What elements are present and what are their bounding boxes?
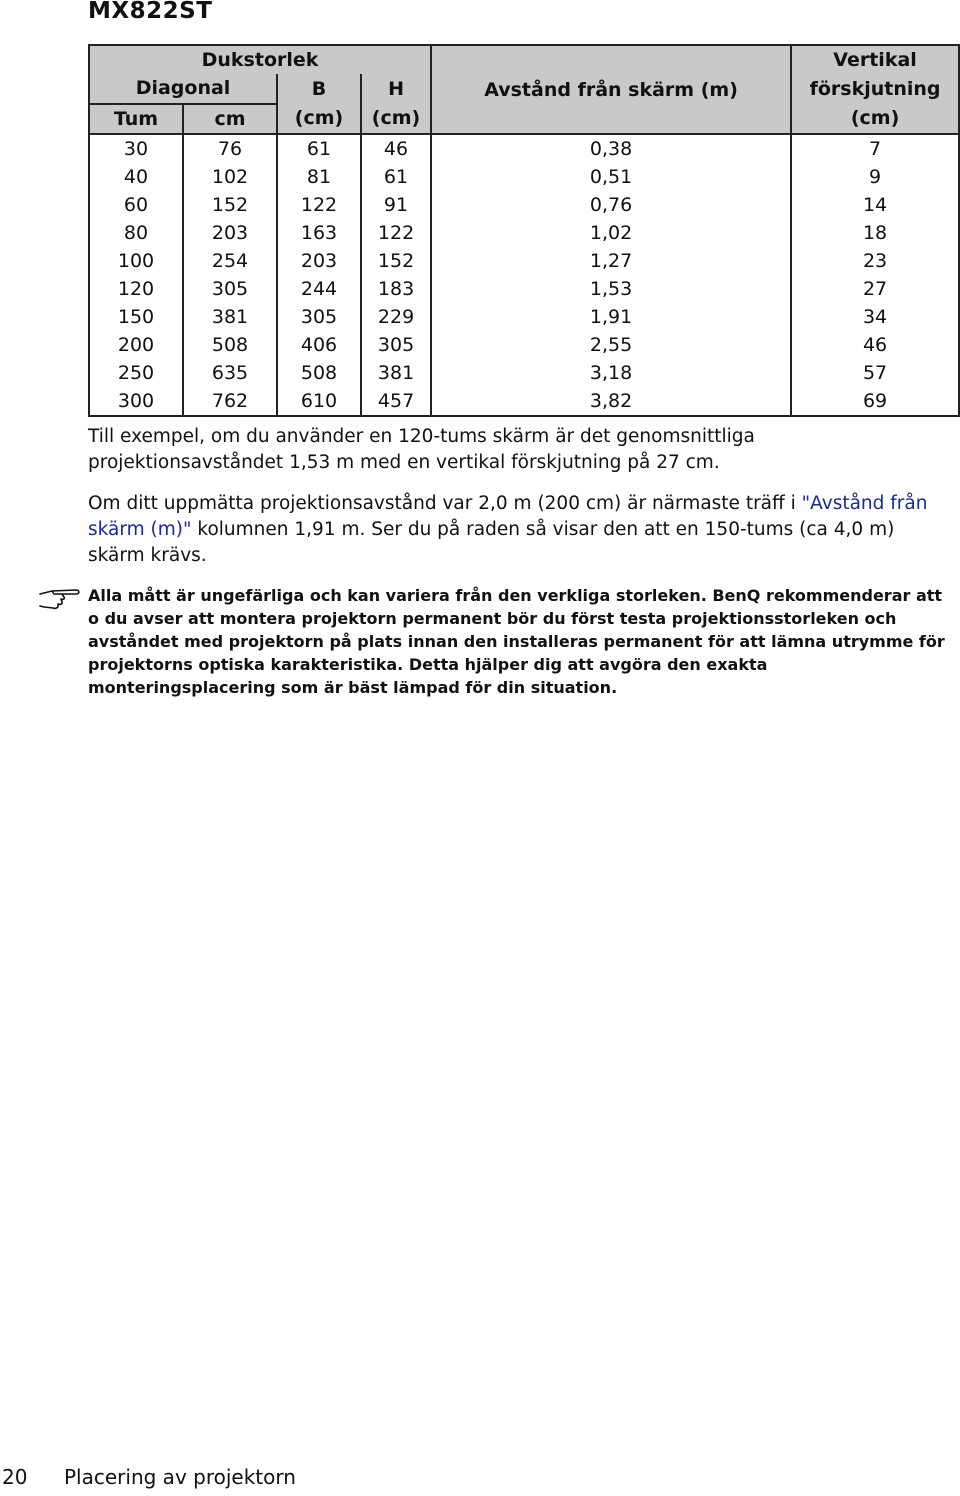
table-row	[89, 247, 959, 275]
cell-tum: 60	[89, 191, 183, 219]
cell-cm: 762	[183, 387, 277, 416]
cell-h: 152	[361, 247, 431, 275]
cell-cm: 203	[183, 219, 277, 247]
section-title: Placering av projektorn	[64, 1465, 296, 1489]
model-title: MX822ST	[88, 0, 213, 24]
cell-h: 183	[361, 275, 431, 303]
cell-h: 381	[361, 359, 431, 387]
cell-dist: 3,82	[431, 387, 791, 416]
cell-h: 61	[361, 163, 431, 191]
cell-b: 81	[277, 163, 361, 191]
page-number: 20	[2, 1465, 28, 1489]
cell-b: 508	[277, 359, 361, 387]
cell-h: 46	[361, 134, 431, 163]
cell-b: 244	[277, 275, 361, 303]
header-b-unit: (cm)	[277, 104, 361, 134]
cell-b: 203	[277, 247, 361, 275]
cell-cm: 76	[183, 134, 277, 163]
measurement-text-start: Om ditt uppmätta projektionsavstånd var 2,0 m (200 cm) är närmaste träff i	[88, 493, 802, 514]
example-line-2: projektionsavståndet 1,53 m med en vertikal förskjutning på 27 cm.	[88, 452, 720, 473]
cell-dist: 2,55	[431, 331, 791, 359]
cell-dist: 1,53	[431, 275, 791, 303]
header-h-unit: (cm)	[361, 104, 431, 134]
example-paragraph	[88, 424, 956, 476]
table-row	[89, 275, 959, 303]
header-diagonal: Diagonal	[89, 74, 277, 103]
cell-vert: 9	[791, 163, 959, 191]
cell-tum: 300	[89, 387, 183, 416]
cell-b: 61	[277, 134, 361, 163]
cell-h: 305	[361, 331, 431, 359]
header-cm: cm	[183, 104, 277, 134]
cell-vert: 23	[791, 247, 959, 275]
cell-cm: 152	[183, 191, 277, 219]
table-row	[89, 359, 959, 387]
pointing-hand-icon	[38, 585, 82, 611]
distance-column-link[interactable]: "Avstånd från skärm (m)"	[88, 493, 928, 540]
cell-vert: 69	[791, 387, 959, 416]
example-line-1: Till exempel, om du använder en 120-tums skärm är det genomsnittliga	[88, 426, 755, 447]
cell-cm: 254	[183, 247, 277, 275]
measurement-text-end: kolumnen 1,91 m. Ser du på raden så visar den att en 150-tums (ca 4,0 m) skärm krävs.	[88, 519, 895, 566]
cell-tum: 150	[89, 303, 183, 331]
table-row	[89, 387, 959, 416]
table-row	[89, 331, 959, 359]
header-dukstorlek: Dukstorlek	[89, 45, 431, 74]
cell-b: 163	[277, 219, 361, 247]
cell-vert: 27	[791, 275, 959, 303]
cell-tum: 80	[89, 219, 183, 247]
cell-dist: 1,02	[431, 219, 791, 247]
cell-h: 122	[361, 219, 431, 247]
cell-tum: 250	[89, 359, 183, 387]
table-row	[89, 303, 959, 331]
header-vertical-line2: förskjutning (cm)	[809, 78, 941, 129]
table-row	[89, 134, 959, 163]
cell-tum: 120	[89, 275, 183, 303]
cell-h: 229	[361, 303, 431, 331]
cell-dist: 3,18	[431, 359, 791, 387]
cell-vert: 57	[791, 359, 959, 387]
cell-h: 91	[361, 191, 431, 219]
cell-tum: 200	[89, 331, 183, 359]
cell-vert: 7	[791, 134, 959, 163]
table-row	[89, 219, 959, 247]
cell-dist: 0,51	[431, 163, 791, 191]
header-vertical-line1: Vertikal	[833, 49, 917, 71]
cell-tum: 100	[89, 247, 183, 275]
cell-tum: 30	[89, 134, 183, 163]
cell-tum: 40	[89, 163, 183, 191]
cell-dist: 0,38	[431, 134, 791, 163]
table-body	[89, 134, 959, 416]
cell-h: 457	[361, 387, 431, 416]
note-text: Alla mått är ungefärliga och kan variera från den verkliga storleken. BenQ rekommenderar att o du avser att montera projektorn permanent bör du först testa projektionsstorleken och avståndet med projektorn på plats innan den installeras permanent för att lämna utrymme för projektorns optiska karakteristika. Detta hjälper dig att avgöra den exakta monteringsplacering som är bäst lämpad för din situation.	[88, 586, 945, 697]
cell-dist: 1,91	[431, 303, 791, 331]
cell-cm: 508	[183, 331, 277, 359]
cell-cm: 635	[183, 359, 277, 387]
cell-b: 406	[277, 331, 361, 359]
cell-cm: 102	[183, 163, 277, 191]
cell-b: 122	[277, 191, 361, 219]
header-vertical-offset	[791, 45, 959, 134]
header-distance: Avstånd från skärm (m)	[431, 45, 791, 134]
table-row	[89, 191, 959, 219]
cell-dist: 1,27	[431, 247, 791, 275]
cell-vert: 46	[791, 331, 959, 359]
table-row	[89, 163, 959, 191]
measurement-paragraph	[88, 491, 956, 569]
cell-b: 610	[277, 387, 361, 416]
cell-b: 305	[277, 303, 361, 331]
header-tum: Tum	[89, 104, 183, 134]
cell-vert: 14	[791, 191, 959, 219]
projection-dimensions-table	[88, 44, 960, 417]
cell-cm: 305	[183, 275, 277, 303]
cell-vert: 34	[791, 303, 959, 331]
header-h: H	[361, 74, 431, 103]
cell-cm: 381	[183, 303, 277, 331]
cell-vert: 18	[791, 219, 959, 247]
cell-dist: 0,76	[431, 191, 791, 219]
header-b: B	[277, 74, 361, 103]
